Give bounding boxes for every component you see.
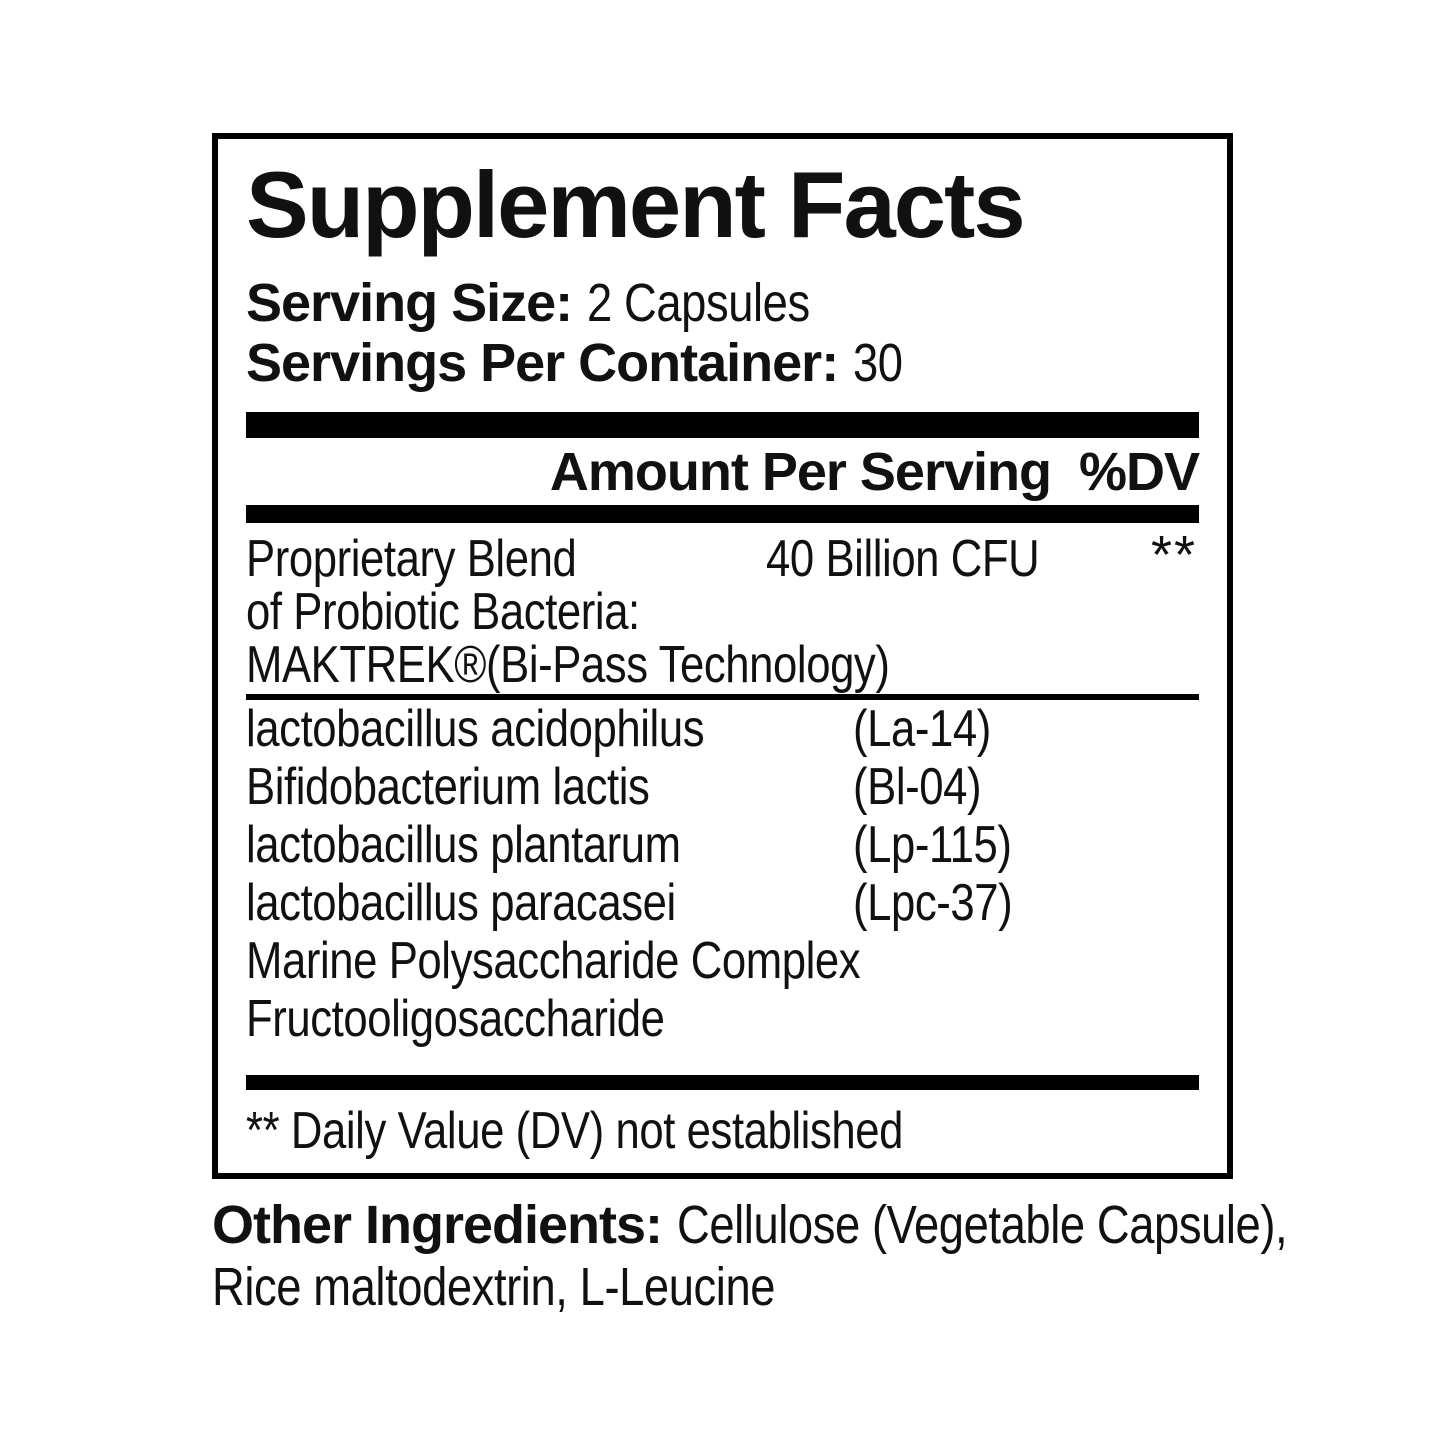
serving-info <box>246 273 1199 393</box>
supplement-facts-panel <box>212 133 1233 1179</box>
divider-bar-bottom <box>246 1075 1199 1090</box>
ingredient-row <box>246 990 1199 1048</box>
divider-bar-top <box>246 412 1199 438</box>
blend-name <box>246 530 1199 694</box>
blend-amount: 40 Billion CFU <box>766 530 1040 588</box>
ingredient-code: (Lp-115) <box>853 816 1012 874</box>
amount-per-serving-header: Amount Per Serving <box>549 442 1051 502</box>
dv-header: %DV <box>1078 442 1199 502</box>
serving-size-label: Serving Size: <box>246 273 573 333</box>
servings-per-container-line <box>246 333 1199 393</box>
blend-name-line-1: Proprietary Blend <box>246 530 577 588</box>
serving-size-value: 2 Capsules <box>587 273 810 333</box>
blend-name-line-2: of Probiotic Bacteria: <box>246 583 640 641</box>
servings-per-container-label: Servings Per Container: <box>246 333 839 393</box>
ingredient-row <box>246 700 1199 758</box>
ingredient-row <box>246 758 1199 816</box>
dv-footnote-text: ** Daily Value (DV) not established <box>246 1102 904 1160</box>
divider-bar-header <box>246 505 1199 523</box>
blend-name-line-3: MAKTREK®(Bi-Pass Technology) <box>246 636 890 694</box>
ingredient-row <box>246 874 1199 932</box>
serving-size-line <box>246 273 1199 333</box>
ingredient-name: Marine Polysaccharide Complex <box>246 932 861 990</box>
column-header-row <box>246 442 1199 502</box>
other-ingredients <box>212 1194 1392 1318</box>
other-ingredients-label: Other Ingredients: <box>212 1195 663 1255</box>
other-ingredients-value-2: Rice maltodextrin, L-Leucine <box>212 1257 776 1317</box>
servings-per-container-value: 30 <box>853 333 903 393</box>
ingredient-name: Bifidobacterium lactis <box>246 758 650 816</box>
other-ingredients-value-1: Cellulose (Vegetable Capsule), <box>677 1195 1288 1255</box>
ingredient-code: (Lpc-37) <box>853 874 1013 932</box>
panel-title: Supplement Facts <box>246 152 1024 257</box>
blend-dv-value: ** <box>1150 525 1197 585</box>
ingredient-code: (Bl-04) <box>853 758 982 816</box>
other-ingredients-line-2 <box>212 1256 1392 1318</box>
other-ingredients-line-1 <box>212 1194 1392 1256</box>
ingredient-row <box>246 816 1199 874</box>
ingredient-name: lactobacillus paracasei <box>246 874 676 932</box>
dv-footnote <box>246 1103 1199 1159</box>
ingredient-name: lactobacillus plantarum <box>246 816 681 874</box>
ingredient-code: (La-14) <box>853 700 991 758</box>
proprietary-blend-row <box>246 525 1199 694</box>
ingredient-name: lactobacillus acidophilus <box>246 700 705 758</box>
ingredient-name: Fructooligosaccharide <box>246 990 665 1048</box>
ingredient-row <box>246 932 1199 990</box>
